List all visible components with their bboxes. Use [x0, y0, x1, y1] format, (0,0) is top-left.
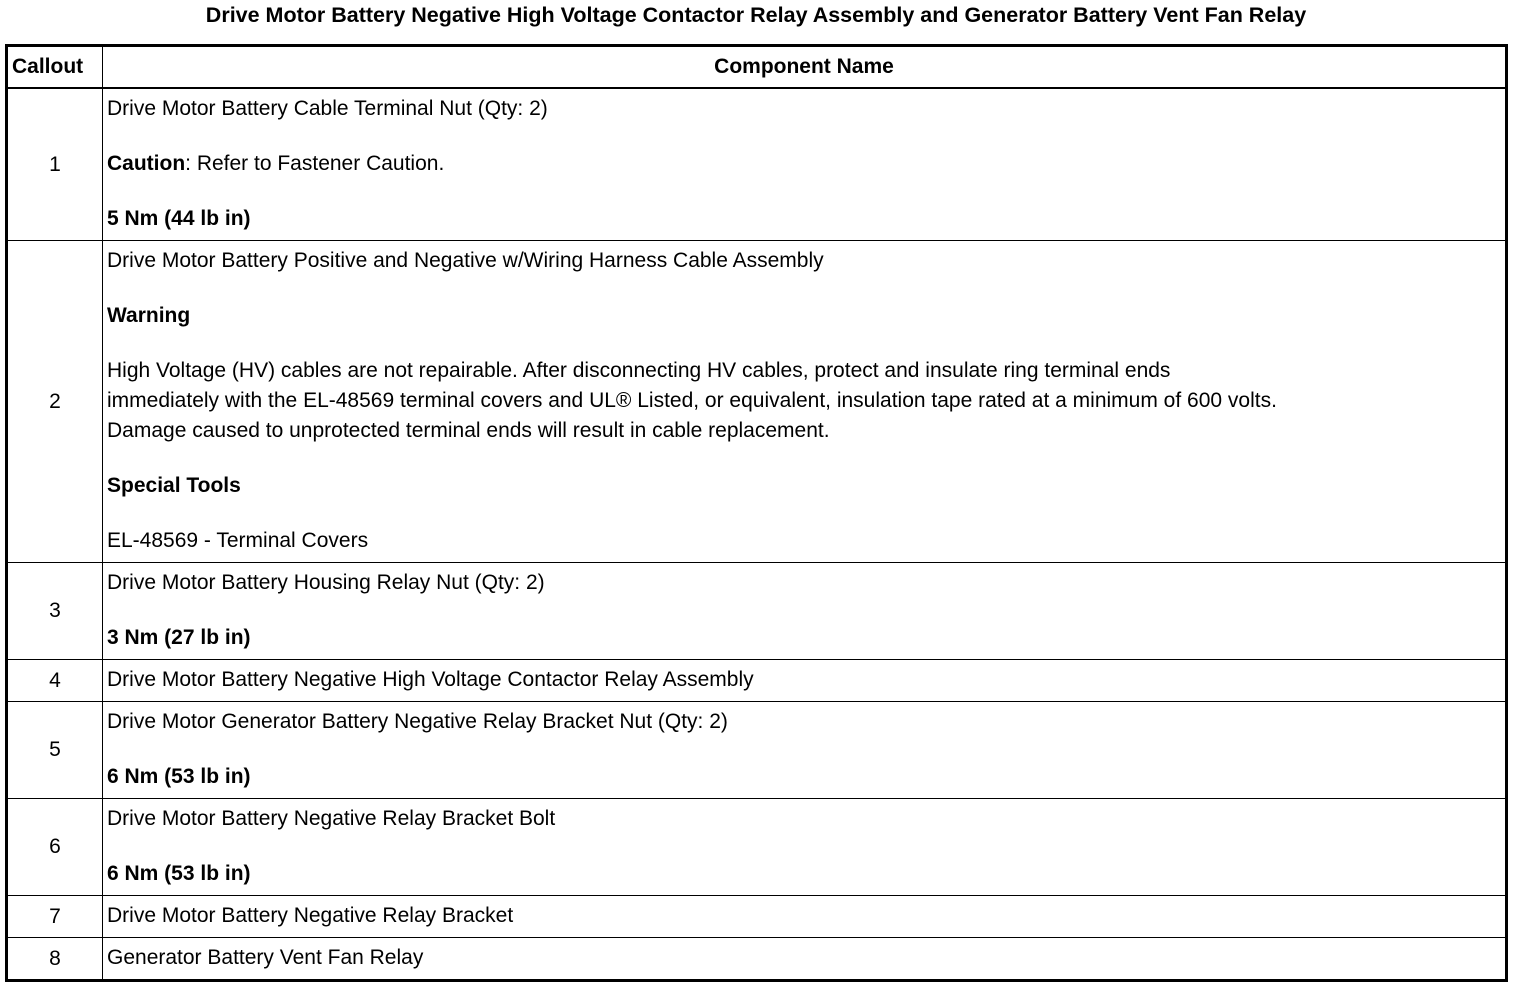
component-description	[103, 799, 1507, 896]
page-title: Drive Motor Battery Negative High Voltage Contactor Relay Assembly and Generator Battery Vent Fan Relay	[205, 3, 1307, 27]
component-name: Drive Motor Battery Negative Relay Bracket Bolt	[107, 807, 556, 830]
callout-number: 5	[7, 702, 103, 799]
warning-line: immediately with the EL-48569 terminal covers and UL® Listed, or equivalent, insulation tape rated at a minimum of 600 volts.	[107, 389, 1277, 412]
table-row	[7, 88, 1507, 241]
component-description	[103, 896, 1507, 938]
table-row	[7, 938, 1507, 981]
caution-text: : Refer to Fastener Caution.	[185, 152, 445, 175]
component-description	[103, 660, 1507, 702]
component-name-column-header: Component Name	[103, 46, 1507, 89]
table-header-row	[7, 46, 1507, 89]
callout-number: 6	[7, 799, 103, 896]
component-name: Drive Motor Battery Positive and Negative w/Wiring Harness Cable Assembly	[107, 249, 824, 272]
component-name: Drive Motor Battery Cable Terminal Nut (Qty: 2)	[107, 97, 548, 120]
component-name: Drive Motor Generator Battery Negative Relay Bracket Nut (Qty: 2)	[107, 710, 728, 733]
torque-spec: 6 Nm (53 lb in)	[107, 765, 251, 788]
callout-number: 4	[7, 660, 103, 702]
warning-label: Warning	[107, 304, 191, 327]
caution-label: Caution	[107, 152, 186, 175]
component-name: Drive Motor Battery Housing Relay Nut (Qty: 2)	[107, 571, 545, 594]
table-row	[7, 563, 1507, 660]
component-name: Drive Motor Battery Negative Relay Bracket	[107, 904, 514, 927]
special-tools-text: EL-48569 - Terminal Covers	[107, 529, 369, 552]
callout-number: 2	[7, 241, 103, 563]
table-row	[7, 702, 1507, 799]
component-name: Generator Battery Vent Fan Relay	[107, 946, 424, 969]
component-name: Drive Motor Battery Negative High Voltage Contactor Relay Assembly	[107, 668, 754, 691]
torque-spec: 5 Nm (44 lb in)	[107, 207, 251, 230]
table-row	[7, 799, 1507, 896]
component-description	[103, 702, 1507, 799]
component-description	[103, 88, 1507, 241]
table-row	[7, 660, 1507, 702]
special-tools-label: Special Tools	[107, 474, 241, 497]
callout-number: 8	[7, 938, 103, 981]
callout-number: 7	[7, 896, 103, 938]
torque-spec: 3 Nm (27 lb in)	[107, 626, 251, 649]
torque-spec: 6 Nm (53 lb in)	[107, 862, 251, 885]
component-table	[5, 44, 1508, 982]
warning-line: Damage caused to unprotected terminal ends will result in cable replacement.	[107, 419, 830, 442]
table-row	[7, 896, 1507, 938]
component-description	[103, 938, 1507, 981]
callout-number: 3	[7, 563, 103, 660]
callout-number: 1	[7, 88, 103, 241]
caution-note	[107, 149, 1501, 179]
component-description	[103, 241, 1507, 563]
callout-column-header: Callout	[7, 46, 103, 89]
component-description	[103, 563, 1507, 660]
warning-line: High Voltage (HV) cables are not repairable. After disconnecting HV cables, protect and insulate ring terminal ends	[107, 359, 1171, 382]
table-row	[7, 241, 1507, 563]
warning-text	[107, 356, 1501, 446]
